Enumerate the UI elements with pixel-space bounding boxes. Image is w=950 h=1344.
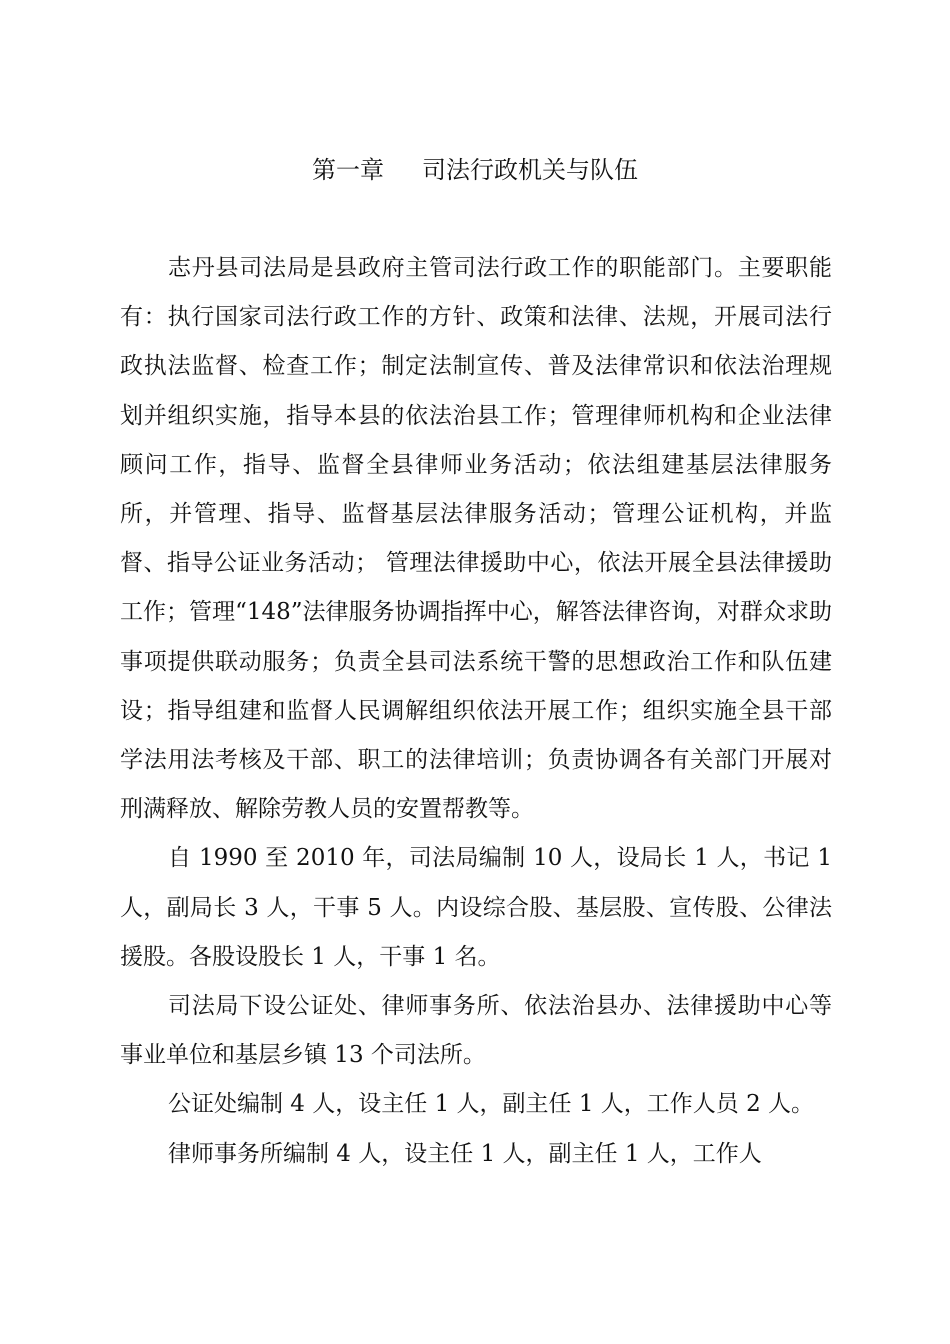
chapter-body (120, 244, 832, 1179)
chapter-heading (0, 150, 950, 190)
paragraph-notary-office: 公证处编制 4 人，设主任 1 人，副主任 1 人，工作人员 2 人。 (168, 1091, 815, 1118)
chapter-number: 第一章 (312, 156, 384, 184)
paragraph-law-firm: 律师事务所编制 4 人，设主任 1 人，副主任 1 人，工作人 (168, 1140, 762, 1167)
paragraph-duties: 志丹县司法局是县政府主管司法行政工作的职能部门。主要职能有：执行国家司法行政工作的方针、政策和法律、法规，开展司法行政执法监督、检查工作；制定法制宣传、普及法律常识和依法治理规划并组织实施，指导本县的依法治县工作；管理律师机构和企业法律顾问工作，指导、监督全县律师业务活动；依法组建基层法律服务所，并管理、指导、监督基层法律服务活动；管理公证机构，并监督、指导公证业务活动； 管理法律援助中心，依法开展全县法律援助工作；管理“148”法律服务协调指挥中心，解答法律咨询，对群众求助事项提供联动服务；负责全县司法系统干警的思想政治工作和队伍建设；指导组建和监督人民调解组织依法开展工作；组织实施全县干部学法用法考核及干部、职工的法律培训；负责协调各有关部门开展对刑满释放、解除劳教人员的安置帮教等。 (120, 255, 832, 823)
chapter-title: 司法行政机关与队伍 (422, 156, 638, 184)
paragraph-subunits: 司法局下设公证处、律师事务所、依法治县办、法律援助中心等事业单位和基层乡镇 13 个司法所。 (120, 993, 832, 1069)
paragraph-staffing: 自 1990 至 2010 年，司法局编制 10 人，设局长 1 人，书记 1 人，副局长 3 人，干事 5 人。内设综合股、基层股、宣传股、公律法援股。各股设股长 1 人，干事 1 名。 (120, 845, 832, 970)
